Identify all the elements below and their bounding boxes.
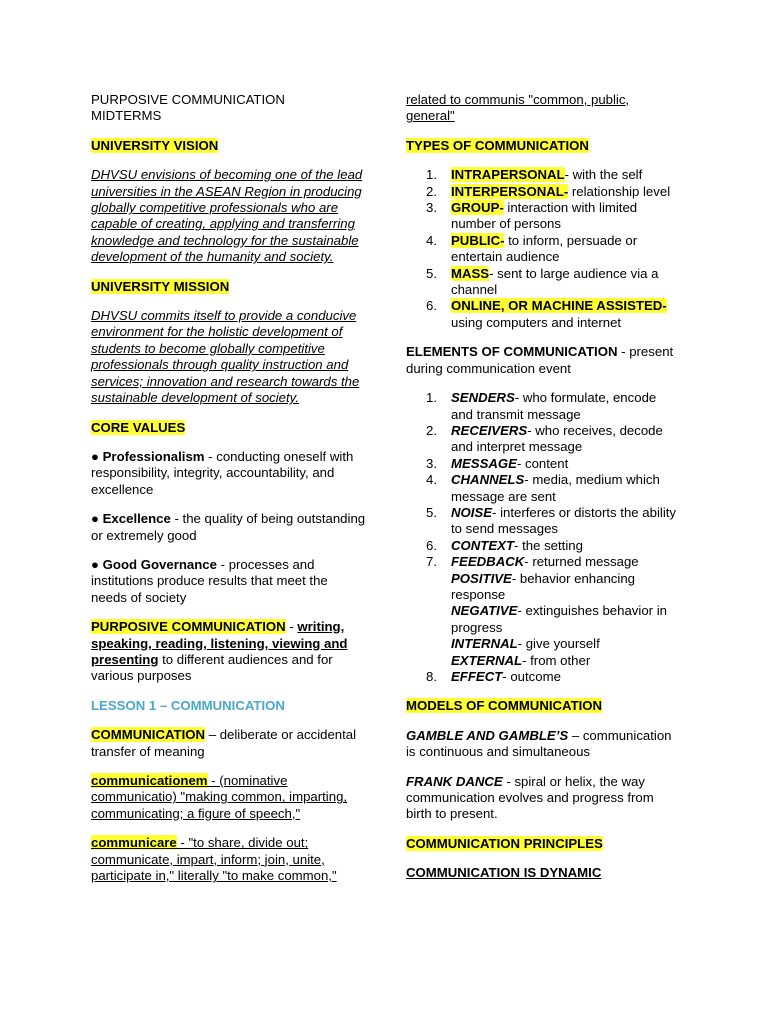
list-item: 2. INTERPERSONAL- relationship level bbox=[426, 183, 671, 199]
types-list bbox=[406, 167, 678, 331]
vision-text: DHVSU envisions of becoming one of the lead universities in the ASEAN Region in producing globally competitive professionals who are capable of creating, applying and transferring knowledge and technology for the sustainable development of the humanity and society. bbox=[91, 167, 363, 265]
bullet-icon: ● bbox=[91, 511, 99, 527]
model-gamble: GAMBLE AND GAMBLE’S – communication is continuous and simultaneous bbox=[406, 727, 672, 760]
core-value-good-governance: ● Good Governance - processes and institutions produce results that meet the needs of society bbox=[91, 556, 328, 605]
principle-dynamic: COMMUNICATION IS DYNAMIC bbox=[406, 865, 602, 881]
mission-heading: UNIVERSITY MISSION bbox=[91, 278, 230, 294]
communicare-continued: related to communis "common, public, general" bbox=[406, 92, 630, 124]
list-item: 4. CHANNELS- media, medium which message are sent bbox=[426, 472, 660, 504]
types-heading: TYPES OF COMMUNICATION bbox=[406, 137, 589, 153]
feedback-external: EXTERNAL- from other bbox=[451, 652, 591, 668]
communicare-definition: communicare - "to share, divide out; communicate, impart, inform; join, unite, participate in," literally "to make common," bbox=[91, 835, 337, 884]
feedback-internal: INTERNAL- give yourself bbox=[451, 636, 600, 652]
core-value-professionalism: ● Professionalism - conducting oneself with responsibility, integrity, accountability, and excellence bbox=[91, 448, 354, 497]
purposive-communication-definition: PURPOSIVE COMMUNICATION - writing, speaking, reading, listening, viewing and presenting to different audiences and for various purposes bbox=[91, 619, 348, 684]
feedback-positive: POSITIVE- behavior enhancing response bbox=[451, 570, 635, 602]
list-item: 6. CONTEXT- the setting bbox=[426, 537, 583, 553]
feedback-negative: NEGATIVE- extinguishes behavior in progress bbox=[451, 603, 667, 635]
models-heading: MODELS OF COMMUNICATION bbox=[406, 698, 603, 714]
list-item: 8. EFFECT- outcome bbox=[426, 669, 561, 684]
elements-heading: ELEMENTS OF COMMUNICATION - present during communication event bbox=[406, 344, 674, 376]
core-value-excellence: ● Excellence - the quality of being outstanding or extremely good bbox=[91, 511, 366, 543]
principles-heading: COMMUNICATION PRINCIPLES bbox=[406, 835, 603, 851]
list-item: 1. INTRAPERSONAL- with the self bbox=[426, 167, 643, 183]
list-item: 2. RECEIVERS- who receives, decode and interpret message bbox=[426, 422, 663, 455]
lesson-heading: LESSON 1 – COMMUNICATION bbox=[91, 697, 285, 713]
communicationem-definition: communicationem - (nominative communicatio) "making common, imparting, communicating; a figure of speech," bbox=[91, 773, 348, 821]
list-item: 3. GROUP- interaction with limited number of persons bbox=[426, 200, 638, 232]
bullet-icon: ● bbox=[91, 448, 99, 464]
left-column bbox=[91, 92, 366, 897]
list-item: 7. FEEDBACK- returned message POSITIVE- behavior enhancing response NEGATIVE- extinguishes behavior in progress INTERNAL- give yourself EXTERNAL- from other bbox=[406, 554, 678, 669]
elements-list bbox=[406, 390, 678, 685]
model-frank-dance: FRANK DANCE - spiral or helix, the way communication evolves and progress from birth to present. bbox=[406, 773, 654, 822]
list-item: 4. PUBLIC- to inform, persuade or entertain audience bbox=[426, 232, 638, 265]
core-values-heading: CORE VALUES bbox=[91, 419, 186, 435]
vision-heading: UNIVERSITY VISION bbox=[91, 137, 219, 153]
list-item: 5. NOISE- interferes or distorts the ability to send messages bbox=[426, 504, 677, 537]
communication-definition: COMMUNICATION – deliberate or accidental transfer of meaning bbox=[91, 727, 357, 759]
right-column bbox=[406, 92, 678, 895]
list-item: 3. MESSAGE- content bbox=[426, 455, 569, 471]
page-title: PURPOSIVE COMMUNICATION MIDTERMS bbox=[91, 92, 285, 124]
mission-text: DHVSU commits itself to provide a conducive environment for the holistic development of students to become globally competitive professionals through quality instruction and services; innovation and research towards the sustainable development of society. bbox=[91, 308, 360, 406]
list-item: 1. SENDERS- who formulate, encode and transmit message bbox=[426, 390, 657, 422]
list-item: 6. ONLINE, OR MACHINE ASSISTED- using computers and internet bbox=[426, 298, 667, 330]
list-item: 5. MASS- sent to large audience via a channel bbox=[426, 265, 659, 298]
bullet-icon: ● bbox=[91, 556, 99, 572]
